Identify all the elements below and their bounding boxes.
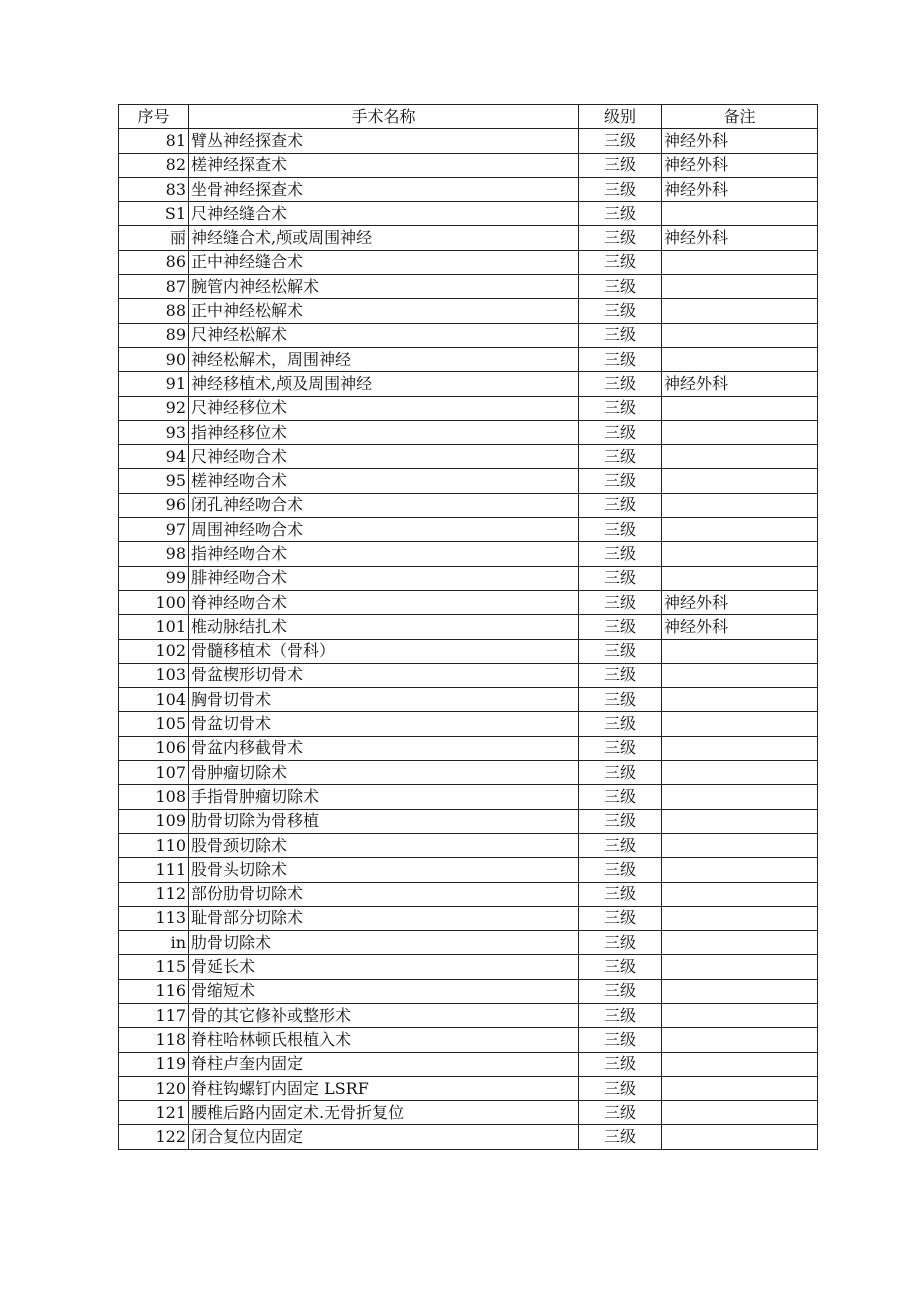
- header-surgery-name: 手术名称: [189, 105, 579, 129]
- cell-remarks: [662, 275, 818, 299]
- cell-serial-number: 81: [119, 129, 189, 153]
- cell-remarks: 神经外科: [662, 590, 818, 614]
- cell-surgery-name: 神经移植术,颅及周围神经: [189, 372, 579, 396]
- table-row: [119, 396, 818, 420]
- table-row: [119, 809, 818, 833]
- table-row: [119, 663, 818, 687]
- cell-surgery-name: 槎神经吻合术: [189, 469, 579, 493]
- table-row: [119, 615, 818, 639]
- cell-surgery-name: 脊柱卢奎内固定: [189, 1052, 579, 1076]
- cell-surgery-name: 正中神经缝合术: [189, 250, 579, 274]
- cell-serial-number: 103: [119, 663, 189, 687]
- table-body: [119, 129, 818, 1149]
- cell-level: 三级: [579, 1052, 662, 1076]
- cell-remarks: [662, 809, 818, 833]
- table-row: [119, 979, 818, 1003]
- cell-serial-number: 89: [119, 323, 189, 347]
- cell-surgery-name: 尺神经移位术: [189, 396, 579, 420]
- cell-serial-number: 112: [119, 882, 189, 906]
- cell-remarks: [662, 1076, 818, 1100]
- cell-surgery-name: 闭孔神经吻合术: [189, 493, 579, 517]
- cell-serial-number: 120: [119, 1076, 189, 1100]
- table-row: [119, 882, 818, 906]
- cell-remarks: [662, 347, 818, 371]
- table-row: [119, 955, 818, 979]
- header-remarks: 备注: [662, 105, 818, 129]
- cell-remarks: 神经外科: [662, 226, 818, 250]
- cell-serial-number: 92: [119, 396, 189, 420]
- cell-surgery-name: 腓神经吻合术: [189, 566, 579, 590]
- cell-surgery-name: 骨缩短术: [189, 979, 579, 1003]
- cell-surgery-name: 骨盆内移截骨术: [189, 736, 579, 760]
- cell-surgery-name: 腕管内神经松解术: [189, 275, 579, 299]
- table-row: [119, 590, 818, 614]
- cell-surgery-name: 尺神经吻合术: [189, 445, 579, 469]
- cell-level: 三级: [579, 420, 662, 444]
- cell-surgery-name: 手指骨肿瘤切除术: [189, 785, 579, 809]
- cell-level: 三级: [579, 250, 662, 274]
- cell-level: 三级: [579, 906, 662, 930]
- cell-level: 三级: [579, 275, 662, 299]
- cell-remarks: [662, 663, 818, 687]
- cell-serial-number: 99: [119, 566, 189, 590]
- table-row: [119, 906, 818, 930]
- cell-level: 三级: [579, 347, 662, 371]
- cell-remarks: [662, 1125, 818, 1149]
- cell-level: 三级: [579, 396, 662, 420]
- cell-level: 三级: [579, 542, 662, 566]
- cell-remarks: [662, 688, 818, 712]
- cell-remarks: [662, 761, 818, 785]
- cell-remarks: [662, 202, 818, 226]
- cell-serial-number: 95: [119, 469, 189, 493]
- cell-level: 三级: [579, 785, 662, 809]
- cell-serial-number: 108: [119, 785, 189, 809]
- cell-serial-number: 104: [119, 688, 189, 712]
- table-row: [119, 931, 818, 955]
- cell-serial-number: 116: [119, 979, 189, 1003]
- cell-level: 三级: [579, 688, 662, 712]
- cell-serial-number: 109: [119, 809, 189, 833]
- cell-remarks: [662, 1052, 818, 1076]
- table-row: [119, 566, 818, 590]
- cell-surgery-name: 股骨颈切除术: [189, 833, 579, 857]
- cell-serial-number: 96: [119, 493, 189, 517]
- cell-remarks: [662, 906, 818, 930]
- cell-surgery-name: 尺神经缝合术: [189, 202, 579, 226]
- cell-level: 三级: [579, 226, 662, 250]
- cell-remarks: [662, 445, 818, 469]
- table-row: [119, 1028, 818, 1052]
- cell-serial-number: 88: [119, 299, 189, 323]
- cell-remarks: 神经外科: [662, 153, 818, 177]
- cell-level: 三级: [579, 153, 662, 177]
- cell-surgery-name: 指神经移位术: [189, 420, 579, 444]
- cell-remarks: [662, 1101, 818, 1125]
- cell-serial-number: 91: [119, 372, 189, 396]
- table-row: [119, 1125, 818, 1149]
- table-row: [119, 1003, 818, 1027]
- table-row: [119, 299, 818, 323]
- cell-serial-number: in: [119, 931, 189, 955]
- table-row: [119, 202, 818, 226]
- cell-remarks: [662, 955, 818, 979]
- cell-surgery-name: 脊柱钩螺钉内固定 LSRF: [189, 1076, 579, 1100]
- cell-surgery-name: 槎神经探查术: [189, 153, 579, 177]
- table-header-row: [119, 105, 818, 129]
- cell-surgery-name: 股骨头切除术: [189, 858, 579, 882]
- table-row: [119, 445, 818, 469]
- cell-level: 三级: [579, 809, 662, 833]
- cell-serial-number: 87: [119, 275, 189, 299]
- cell-level: 三级: [579, 469, 662, 493]
- table-row: [119, 153, 818, 177]
- cell-serial-number: 117: [119, 1003, 189, 1027]
- cell-remarks: 神经外科: [662, 129, 818, 153]
- table-row: [119, 518, 818, 542]
- cell-surgery-name: 尺神经松解术: [189, 323, 579, 347]
- table-row: [119, 323, 818, 347]
- cell-serial-number: 97: [119, 518, 189, 542]
- cell-surgery-name: 神经缝合术,颅或周围神经: [189, 226, 579, 250]
- cell-level: 三级: [579, 736, 662, 760]
- cell-level: 三级: [579, 761, 662, 785]
- cell-level: 三级: [579, 1028, 662, 1052]
- cell-serial-number: 118: [119, 1028, 189, 1052]
- cell-level: 三级: [579, 177, 662, 201]
- cell-serial-number: 105: [119, 712, 189, 736]
- cell-serial-number: S1: [119, 202, 189, 226]
- cell-surgery-name: 骨的其它修补或整形术: [189, 1003, 579, 1027]
- cell-serial-number: 93: [119, 420, 189, 444]
- cell-level: 三级: [579, 955, 662, 979]
- cell-remarks: [662, 785, 818, 809]
- cell-serial-number: 90: [119, 347, 189, 371]
- header-serial-number: 序号: [119, 105, 189, 129]
- cell-remarks: [662, 250, 818, 274]
- cell-surgery-name: 骨肿瘤切除术: [189, 761, 579, 785]
- cell-level: 三级: [579, 1076, 662, 1100]
- cell-level: 三级: [579, 1003, 662, 1027]
- cell-serial-number: 121: [119, 1101, 189, 1125]
- table-row: [119, 275, 818, 299]
- cell-serial-number: 101: [119, 615, 189, 639]
- cell-remarks: [662, 323, 818, 347]
- cell-serial-number: 102: [119, 639, 189, 663]
- cell-surgery-name: 椎动脉结扎术: [189, 615, 579, 639]
- cell-surgery-name: 骨盆切骨术: [189, 712, 579, 736]
- cell-level: 三级: [579, 663, 662, 687]
- table-row: [119, 688, 818, 712]
- cell-serial-number: 110: [119, 833, 189, 857]
- cell-surgery-name: 腰椎后路内固定术.无骨折复位: [189, 1101, 579, 1125]
- cell-surgery-name: 肋骨切除术: [189, 931, 579, 955]
- cell-serial-number: 111: [119, 858, 189, 882]
- table-row: [119, 177, 818, 201]
- cell-level: 三级: [579, 372, 662, 396]
- cell-level: 三级: [579, 129, 662, 153]
- cell-remarks: [662, 1028, 818, 1052]
- cell-level: 三级: [579, 445, 662, 469]
- cell-remarks: [662, 833, 818, 857]
- cell-level: 三级: [579, 590, 662, 614]
- cell-level: 三级: [579, 202, 662, 226]
- cell-surgery-name: 周围神经吻合术: [189, 518, 579, 542]
- cell-surgery-name: 正中神经松解术: [189, 299, 579, 323]
- cell-surgery-name: 坐骨神经探查术: [189, 177, 579, 201]
- cell-level: 三级: [579, 1125, 662, 1149]
- table-row: [119, 785, 818, 809]
- cell-remarks: [662, 979, 818, 1003]
- cell-level: 三级: [579, 712, 662, 736]
- cell-remarks: [662, 566, 818, 590]
- cell-level: 三级: [579, 1101, 662, 1125]
- cell-serial-number: 98: [119, 542, 189, 566]
- table-row: [119, 761, 818, 785]
- table-row: [119, 1052, 818, 1076]
- table-row: [119, 493, 818, 517]
- cell-serial-number: 82: [119, 153, 189, 177]
- cell-serial-number: 115: [119, 955, 189, 979]
- cell-remarks: [662, 493, 818, 517]
- cell-level: 三级: [579, 299, 662, 323]
- table-row: [119, 129, 818, 153]
- table-row: [119, 226, 818, 250]
- cell-remarks: [662, 736, 818, 760]
- cell-level: 三级: [579, 931, 662, 955]
- cell-remarks: [662, 712, 818, 736]
- cell-remarks: [662, 542, 818, 566]
- header-level: 级别: [579, 105, 662, 129]
- table-row: [119, 858, 818, 882]
- cell-serial-number: 86: [119, 250, 189, 274]
- cell-serial-number: 107: [119, 761, 189, 785]
- table-row: [119, 250, 818, 274]
- cell-remarks: [662, 639, 818, 663]
- table-row: [119, 1101, 818, 1125]
- table-row: [119, 639, 818, 663]
- cell-serial-number: 119: [119, 1052, 189, 1076]
- cell-remarks: [662, 420, 818, 444]
- surgery-grading-table: [118, 104, 818, 1150]
- cell-level: 三级: [579, 639, 662, 663]
- cell-level: 三级: [579, 518, 662, 542]
- cell-serial-number: 113: [119, 906, 189, 930]
- table-row: [119, 542, 818, 566]
- table-row: [119, 712, 818, 736]
- table-row: [119, 420, 818, 444]
- cell-surgery-name: 骨延长术: [189, 955, 579, 979]
- cell-surgery-name: 脊神经吻合术: [189, 590, 579, 614]
- cell-surgery-name: 胸骨切骨术: [189, 688, 579, 712]
- cell-level: 三级: [579, 858, 662, 882]
- cell-surgery-name: 部份肋骨切除术: [189, 882, 579, 906]
- cell-remarks: 神经外科: [662, 372, 818, 396]
- cell-remarks: [662, 858, 818, 882]
- cell-surgery-name: 指神经吻合术: [189, 542, 579, 566]
- table-row: [119, 1076, 818, 1100]
- cell-remarks: [662, 1003, 818, 1027]
- cell-remarks: 神经外科: [662, 177, 818, 201]
- cell-surgery-name: 耻骨部分切除术: [189, 906, 579, 930]
- cell-serial-number: 100: [119, 590, 189, 614]
- cell-level: 三级: [579, 493, 662, 517]
- cell-serial-number: 122: [119, 1125, 189, 1149]
- cell-remarks: [662, 469, 818, 493]
- cell-remarks: 神经外科: [662, 615, 818, 639]
- table-row: [119, 833, 818, 857]
- table-row: [119, 372, 818, 396]
- cell-level: 三级: [579, 833, 662, 857]
- cell-remarks: [662, 518, 818, 542]
- cell-remarks: [662, 931, 818, 955]
- cell-level: 三级: [579, 882, 662, 906]
- cell-surgery-name: 闭合复位内固定: [189, 1125, 579, 1149]
- cell-remarks: [662, 882, 818, 906]
- table-row: [119, 469, 818, 493]
- cell-level: 三级: [579, 615, 662, 639]
- cell-surgery-name: 臂丛神经探查术: [189, 129, 579, 153]
- cell-surgery-name: 骨盆楔形切骨术: [189, 663, 579, 687]
- cell-surgery-name: 肋骨切除为骨移植: [189, 809, 579, 833]
- cell-level: 三级: [579, 979, 662, 1003]
- cell-surgery-name: 脊柱哈林顿氏根植入术: [189, 1028, 579, 1052]
- cell-remarks: [662, 396, 818, 420]
- cell-surgery-name: 骨髓移植术（骨科）: [189, 639, 579, 663]
- cell-serial-number: 94: [119, 445, 189, 469]
- cell-remarks: [662, 299, 818, 323]
- cell-surgery-name: 神经松解术，周围神经: [189, 347, 579, 371]
- cell-level: 三级: [579, 323, 662, 347]
- cell-serial-number: 83: [119, 177, 189, 201]
- table-row: [119, 736, 818, 760]
- cell-level: 三级: [579, 566, 662, 590]
- table-row: [119, 347, 818, 371]
- cell-serial-number: 丽: [119, 226, 189, 250]
- cell-serial-number: 106: [119, 736, 189, 760]
